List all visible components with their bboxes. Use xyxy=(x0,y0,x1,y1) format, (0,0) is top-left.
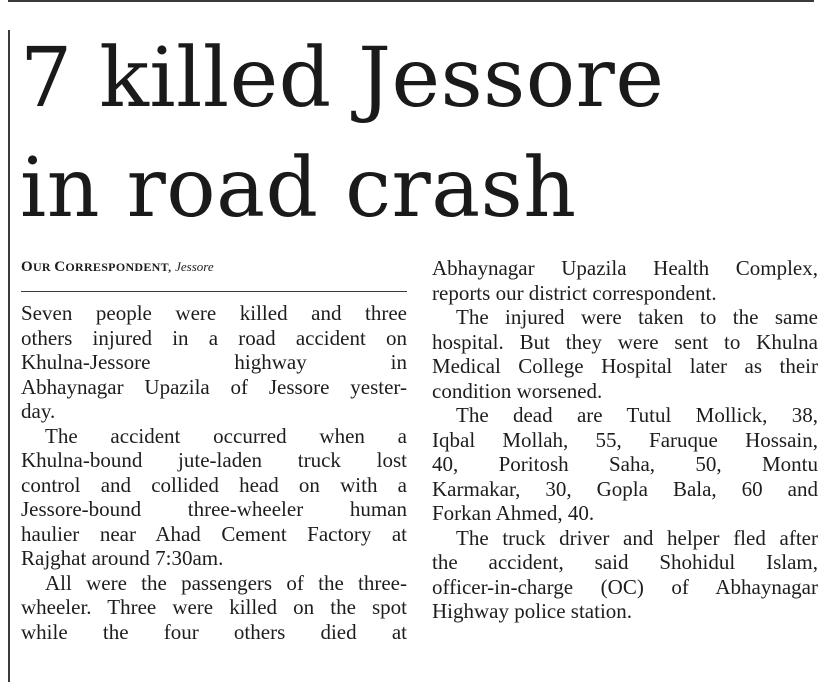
text-line: officer-in-charge (OC) of Abhaynagar xyxy=(432,574,818,599)
text-line: haulier near Ahad Cement Factory at xyxy=(21,521,407,546)
headline-line: 7 killed Jessore xyxy=(20,31,665,126)
text-line: Medical College Hospital later as their xyxy=(432,354,818,378)
text-line: day. xyxy=(21,399,56,423)
text-line: Jessore-bound three-wheeler human xyxy=(21,497,407,521)
text-line: condition worsened. xyxy=(432,378,603,403)
text-line: others injured in a road accident on xyxy=(21,325,407,350)
text-line: Iqbal Mollah, 55, Faruque Hossain, xyxy=(432,427,818,452)
text-line: All were the passengers of the three- xyxy=(45,570,407,595)
byline-divider xyxy=(21,291,407,292)
text-line: Abhaynagar Upazila Health Complex, xyxy=(432,256,818,280)
headline xyxy=(20,24,820,244)
byline-location: Jessore xyxy=(175,259,214,274)
text-line: while the four others died at xyxy=(21,619,407,644)
article-column-left xyxy=(21,256,407,644)
byline-author: OUR CORRESPONDENT, xyxy=(21,259,172,275)
text-line: Highway police station. xyxy=(432,599,633,623)
text-line: wheeler. Three were killed on the spot xyxy=(21,595,407,619)
text-line: Khulna-bound jute-laden truck lost xyxy=(21,448,407,472)
text-line: Karmakar, 30, Gopla Bala, 60 and xyxy=(432,476,818,501)
article-column-right xyxy=(432,256,818,624)
text-line: The injured were taken to the same xyxy=(456,305,818,329)
text-line: 40, Poritosh Saha, 50, Montu xyxy=(432,452,818,476)
left-column-rule xyxy=(8,30,10,682)
text-line: Khulna-Jessore highway in xyxy=(21,350,407,374)
text-line: Forkan Ahmed, 40. xyxy=(432,501,595,525)
headline-line: in road crash xyxy=(20,141,577,236)
text-line: reports our district correspondent. xyxy=(432,280,717,305)
top-rule xyxy=(8,0,814,2)
text-line: Abhaynagar Upazila of Jessore yester- xyxy=(21,374,407,399)
text-line: The accident occurred when a xyxy=(45,423,407,448)
text-line: control and collided head on with a xyxy=(21,472,407,497)
text-line: The dead are Tutul Mollick, 38, xyxy=(456,403,818,427)
byline xyxy=(21,256,407,278)
text-line: hospital. But they were sent to Khulna xyxy=(432,329,818,354)
text-line: Rajghat around 7:30am. xyxy=(21,546,224,570)
text-line: Seven people were killed and three xyxy=(21,301,407,325)
text-line: The truck driver and helper fled after xyxy=(456,525,818,550)
text-line: the accident, said Shohidul Islam, xyxy=(432,550,818,574)
